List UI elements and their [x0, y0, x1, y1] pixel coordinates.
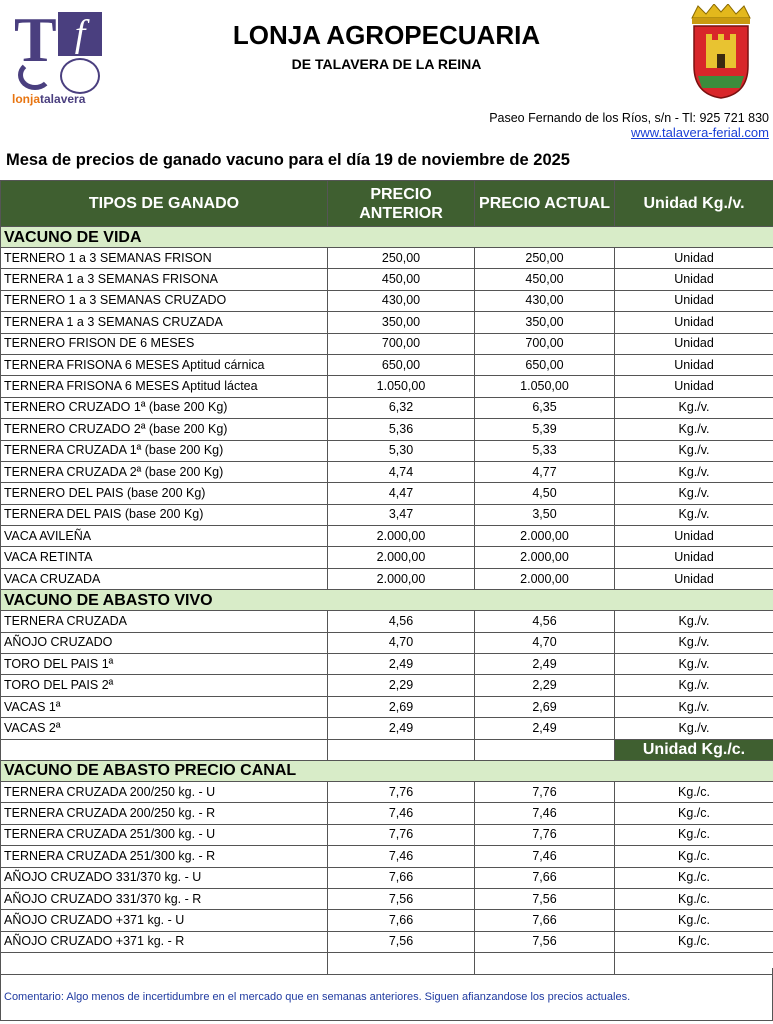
logo-mark: T f [12, 8, 104, 86]
header-tipos: TIPOS DE GANADO [1, 181, 328, 227]
cell-unidad: Kg./c. [615, 846, 773, 867]
cell-precio-actual: 350,00 [475, 312, 615, 333]
cell-unidad: Unidad [615, 269, 773, 290]
cell-precio-actual: 2.000,00 [475, 568, 615, 589]
cell-precio-anterior: 650,00 [328, 354, 475, 375]
coat-of-arms-icon [684, 4, 758, 100]
cell-tipo: AÑOJO CRUZADO +371 kg. - U [1, 910, 328, 931]
cell-unidad: Kg./v. [615, 397, 773, 418]
cell-tipo: VACAS 1ª [1, 696, 328, 717]
table-row [1, 910, 773, 931]
table-row [1, 568, 773, 589]
section-title: VACUNO DE VIDA [1, 227, 773, 248]
cell-precio-anterior: 7,56 [328, 931, 475, 952]
cell-unidad: Kg./c. [615, 824, 773, 845]
cell-precio-actual: 2,69 [475, 696, 615, 717]
table-row [1, 846, 773, 867]
cell-precio-actual: 5,33 [475, 440, 615, 461]
cell-tipo: TERNERA 1 a 3 SEMANAS FRISONA [1, 269, 328, 290]
cell-precio-actual: 5,39 [475, 419, 615, 440]
cell-precio-anterior: 6,32 [328, 397, 475, 418]
cell-tipo: TERNERA 1 a 3 SEMANAS CRUZADA [1, 312, 328, 333]
cell-precio-actual: 7,56 [475, 888, 615, 909]
cell-unidad: Unidad [615, 290, 773, 311]
cell-precio-actual: 7,66 [475, 867, 615, 888]
cell-unidad: Kg./c. [615, 867, 773, 888]
cell-unidad: Kg./v. [615, 654, 773, 675]
empty-cell [328, 739, 475, 760]
cell-precio-actual: 4,77 [475, 461, 615, 482]
page-title: LONJA AGROPECUARIA [232, 20, 541, 50]
cell-precio-actual: 2,49 [475, 718, 615, 739]
cell-precio-anterior: 7,46 [328, 846, 475, 867]
cell-precio-actual: 7,76 [475, 781, 615, 802]
cell-precio-anterior: 450,00 [328, 269, 475, 290]
section-title: VACUNO DE ABASTO PRECIO CANAL [1, 760, 773, 781]
cell-tipo: TERNERA CRUZADA [1, 611, 328, 632]
cell-unidad: Unidad [615, 376, 773, 397]
table-row [1, 290, 773, 311]
section-row [1, 760, 773, 781]
cell-tipo: AÑOJO CRUZADO +371 kg. - R [1, 931, 328, 952]
table-row [1, 397, 773, 418]
cell-precio-actual: 4,50 [475, 483, 615, 504]
table-row [1, 526, 773, 547]
cell-precio-anterior: 2.000,00 [328, 568, 475, 589]
cell-unidad: Kg./v. [615, 611, 773, 632]
table-row [1, 611, 773, 632]
cell-precio-anterior: 350,00 [328, 312, 475, 333]
cell-tipo: TERNERA CRUZADA 1ª (base 200 Kg) [1, 440, 328, 461]
price-table [0, 180, 773, 975]
cell-precio-anterior: 5,30 [328, 440, 475, 461]
cell-precio-anterior: 4,47 [328, 483, 475, 504]
page-subtitle: DE TALAVERA DE LA REINA [291, 56, 482, 72]
table-row [1, 803, 773, 824]
cell-precio-actual: 2.000,00 [475, 547, 615, 568]
cell-precio-anterior: 250,00 [328, 248, 475, 269]
cell-unidad: Kg./v. [615, 440, 773, 461]
cell-precio-anterior: 2,69 [328, 696, 475, 717]
cell-tipo: TERNERA CRUZADA 200/250 kg. - U [1, 781, 328, 802]
header-precio-anterior: PRECIO ANTERIOR [328, 181, 475, 227]
comment-text: Comentario: Algo menos de incertidumbre en el mercado que en semanas anteriores. Siguen afianzandose los precios actuales. [4, 991, 631, 1003]
table-row [1, 376, 773, 397]
section-row [1, 227, 773, 248]
cell-tipo: TERNERO CRUZADO 1ª (base 200 Kg) [1, 397, 328, 418]
table-row [1, 824, 773, 845]
cell-tipo: TORO DEL PAIS 2ª [1, 675, 328, 696]
cell-precio-actual: 1.050,00 [475, 376, 615, 397]
cell-precio-anterior: 2,49 [328, 718, 475, 739]
cell-precio-anterior: 2,49 [328, 654, 475, 675]
logo-brand-text: lonjatalavera [12, 92, 86, 106]
table-row [1, 632, 773, 653]
cell-unidad: Kg./c. [615, 888, 773, 909]
table-row [1, 312, 773, 333]
table-row [1, 333, 773, 354]
cell-tipo: TERNERO 1 a 3 SEMANAS FRISON [1, 248, 328, 269]
cell-precio-anterior: 700,00 [328, 333, 475, 354]
cell-precio-actual: 7,56 [475, 931, 615, 952]
table-row [1, 867, 773, 888]
cell-precio-actual: 7,66 [475, 910, 615, 931]
cell-unidad: Kg./v. [615, 632, 773, 653]
section-row [1, 590, 773, 611]
website-link[interactable]: www.talavera-ferial.com [631, 125, 769, 140]
cell-precio-actual: 7,46 [475, 803, 615, 824]
table-row [1, 248, 773, 269]
cell-unidad: Unidad [615, 526, 773, 547]
table-body [1, 227, 773, 975]
cell-precio-anterior: 7,56 [328, 888, 475, 909]
cell-tipo: TERNERA CRUZADA 2ª (base 200 Kg) [1, 461, 328, 482]
cell-precio-anterior: 7,66 [328, 867, 475, 888]
cell-unidad: Kg./v. [615, 718, 773, 739]
cell-tipo: TERNERA CRUZADA 200/250 kg. - R [1, 803, 328, 824]
cell-precio-anterior: 430,00 [328, 290, 475, 311]
cell-precio-actual: 4,70 [475, 632, 615, 653]
cell-unidad: Kg./v. [615, 483, 773, 504]
cell-unidad: Unidad [615, 248, 773, 269]
cell-unidad: Kg./v. [615, 696, 773, 717]
cell-unidad: Kg./v. [615, 461, 773, 482]
cell-precio-actual: 430,00 [475, 290, 615, 311]
cell-tipo: TERNERO 1 a 3 SEMANAS CRUZADO [1, 290, 328, 311]
cell-tipo: AÑOJO CRUZADO [1, 632, 328, 653]
cell-precio-anterior: 4,70 [328, 632, 475, 653]
cell-precio-anterior: 7,66 [328, 910, 475, 931]
section-title: VACUNO DE ABASTO VIVO [1, 590, 773, 611]
cell-precio-anterior: 3,47 [328, 504, 475, 525]
cell-precio-anterior: 7,76 [328, 824, 475, 845]
table-row [1, 781, 773, 802]
table-row [1, 419, 773, 440]
cell-unidad: Kg./v. [615, 675, 773, 696]
cell-tipo: TERNERA CRUZADA 251/300 kg. - U [1, 824, 328, 845]
cell-precio-anterior: 7,76 [328, 781, 475, 802]
cell-tipo: TORO DEL PAIS 1ª [1, 654, 328, 675]
cell-precio-actual: 3,50 [475, 504, 615, 525]
cell-tipo: AÑOJO CRUZADO 331/370 kg. - R [1, 888, 328, 909]
table-row [1, 675, 773, 696]
cell-precio-actual: 450,00 [475, 269, 615, 290]
cell-tipo: TERNERA DEL PAIS (base 200 Kg) [1, 504, 328, 525]
cell-precio-actual: 650,00 [475, 354, 615, 375]
cell-precio-actual: 2,49 [475, 654, 615, 675]
table-row [1, 547, 773, 568]
cell-unidad: Kg./c. [615, 931, 773, 952]
cell-tipo: AÑOJO CRUZADO 331/370 kg. - U [1, 867, 328, 888]
table-row [1, 696, 773, 717]
cell-unidad: Kg./v. [615, 419, 773, 440]
cell-tipo: TERNERA FRISONA 6 MESES Aptitud cárnica [1, 354, 328, 375]
cell-precio-actual: 250,00 [475, 248, 615, 269]
unit-header-canal: Unidad Kg./c. [615, 739, 773, 760]
cell-precio-anterior: 2.000,00 [328, 547, 475, 568]
cell-precio-actual: 2,29 [475, 675, 615, 696]
cell-precio-actual: 6,35 [475, 397, 615, 418]
empty-cell [1, 739, 328, 760]
table-row [1, 461, 773, 482]
cell-tipo: VACAS 2ª [1, 718, 328, 739]
cell-precio-anterior: 4,56 [328, 611, 475, 632]
table-row [1, 654, 773, 675]
address-text: Paseo Fernando de los Ríos, s/n - Tl: 925 721 830 [489, 111, 769, 125]
cell-tipo: TERNERO CRUZADO 2ª (base 200 Kg) [1, 419, 328, 440]
cell-precio-anterior: 2.000,00 [328, 526, 475, 547]
header-precio-actual: PRECIO ACTUAL [475, 181, 615, 227]
cell-tipo: TERNERO DEL PAIS (base 200 Kg) [1, 483, 328, 504]
cell-precio-anterior: 4,74 [328, 461, 475, 482]
cell-tipo: TERNERA FRISONA 6 MESES Aptitud láctea [1, 376, 328, 397]
cell-unidad: Unidad [615, 333, 773, 354]
cell-unidad: Unidad [615, 568, 773, 589]
cell-tipo: VACA CRUZADA [1, 568, 328, 589]
cell-precio-actual: 7,76 [475, 824, 615, 845]
cell-unidad: Unidad [615, 547, 773, 568]
table-row [1, 440, 773, 461]
header-unidad: Unidad Kg./v. [615, 181, 773, 227]
table-row [1, 483, 773, 504]
table-row [1, 504, 773, 525]
cell-precio-actual: 7,46 [475, 846, 615, 867]
table-row [1, 269, 773, 290]
price-table-heading: Mesa de precios de ganado vacuno para el día 19 de noviembre de 2025 [6, 151, 570, 169]
cell-precio-anterior: 5,36 [328, 419, 475, 440]
cell-unidad: Kg./c. [615, 781, 773, 802]
table-row [1, 931, 773, 952]
cell-precio-anterior: 1.050,00 [328, 376, 475, 397]
cell-tipo: VACA RETINTA [1, 547, 328, 568]
cell-unidad: Kg./v. [615, 504, 773, 525]
cell-unidad: Kg./c. [615, 910, 773, 931]
table-row [1, 354, 773, 375]
cell-precio-actual: 4,56 [475, 611, 615, 632]
cell-tipo: TERNERA CRUZADA 251/300 kg. - R [1, 846, 328, 867]
table-row [1, 718, 773, 739]
cell-unidad: Unidad [615, 312, 773, 333]
cell-precio-anterior: 2,29 [328, 675, 475, 696]
table-row [1, 888, 773, 909]
table-header-row [1, 181, 773, 227]
cell-precio-anterior: 7,46 [328, 803, 475, 824]
cell-precio-actual: 2.000,00 [475, 526, 615, 547]
empty-cell [475, 739, 615, 760]
cell-unidad: Kg./c. [615, 803, 773, 824]
cell-unidad: Unidad [615, 354, 773, 375]
cell-tipo: VACA AVILEÑA [1, 526, 328, 547]
cell-precio-actual: 700,00 [475, 333, 615, 354]
table-row-blank [1, 739, 773, 760]
cell-tipo: TERNERO FRISON DE 6 MESES [1, 333, 328, 354]
